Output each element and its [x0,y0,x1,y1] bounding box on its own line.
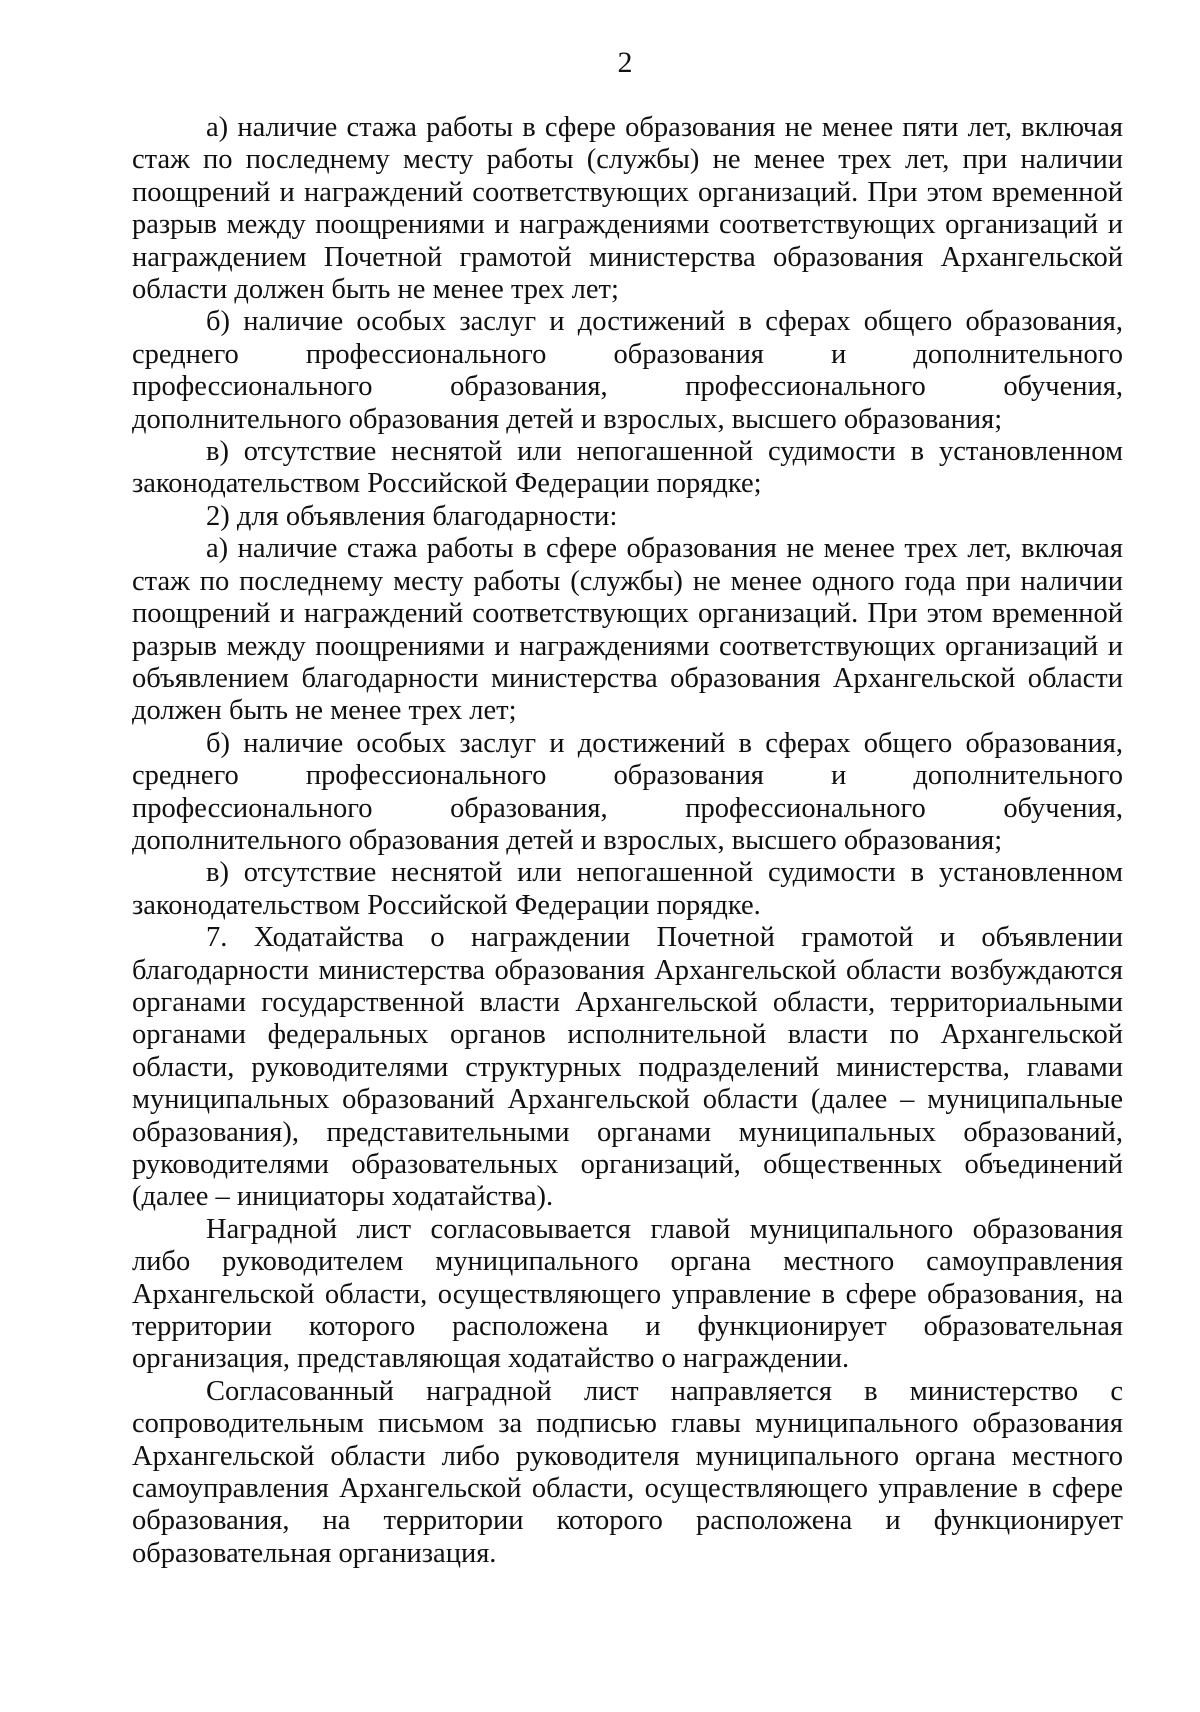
document-body [132,112,1123,1570]
paragraph-award-sheet-submission: Согласованный наградной лист направляется в министерство с сопроводительным письмом за подписью главы муниципального образования Архангельской области либо руководителя муниципального органа местного самоуправления Архангельской области, осуществляющего управление в сфере образования, на территории которого расположена и функционирует образовательная организация. [132,1375,1123,1569]
paragraph-1b-special-merits: б) наличие особых заслуг и достижений в сферах общего образования, среднего профессионального образования и дополнительного профессионального образования, профессионального обучения, дополнительного образования детей и взрослых, высшего образования; [132,306,1123,435]
page-number: 2 [617,46,633,79]
paragraph-award-sheet-approval: Наградной лист согласовывается главой муниципального образования либо руководителем муниципального органа местного самоуправления Архангельской области, осуществляющего управление в сфере образования, на территории которого расположена и функционирует образовательная организация, представляющая ходатайство о награждении. [132,1213,1123,1375]
paragraph-2c-no-criminal-record: в) отсутствие неснятой или непогашенной судимости в установленном законодательством Российской Федерации порядке. [132,857,1123,921]
paragraph-2b-special-merits: б) наличие особых заслуг и достижений в сферах общего образования, среднего профессионального образования и дополнительного профессионального образования, профессионального обучения, дополнительного образования детей и взрослых, высшего образования; [132,727,1123,856]
paragraph-7-petitions: 7. Ходатайства о награждении Почетной грамотой и объявлении благодарности министерства образования Архангельской области возбуждаются органами государственной власти Архангельской области, территориальными органами федеральных органов исполнительной власти по Архангельской области, руководителями структурных подразделений министерства, главами муниципальных образований Архангельской области (далее – муниципальные образования), представительными органами муниципальных образований, руководителями образовательных организаций, общественных объединений (далее – инициаторы ходатайства). [132,922,1123,1213]
paragraph-1c-no-criminal-record: в) отсутствие неснятой или непогашенной судимости в установленном законодательством Российской Федерации порядке; [132,436,1123,500]
paragraph-2a-work-experience: а) наличие стажа работы в сфере образования не менее трех лет, включая стаж по последнему месту работы (службы) не менее одного года при наличии поощрений и награждений соответствующих организаций. При этом временной разрыв между поощрениями и награждениями соответствующих организаций и объявлением благодарности министерства образования Архангельской области должен быть не менее трех лет; [132,533,1123,727]
paragraph-1a-work-experience: а) наличие стажа работы в сфере образования не менее пяти лет, включая стаж по последнему месту работы (службы) не менее трех лет, при наличии поощрений и награждений соответствующих организаций. При этом временной разрыв между поощрениями и награждениями соответствующих организаций и награждением Почетной грамотой министерства образования Архангельской области должен быть не менее трех лет; [132,112,1123,306]
paragraph-2-gratitude-heading: 2) для объявления благодарности: [206,500,618,532]
